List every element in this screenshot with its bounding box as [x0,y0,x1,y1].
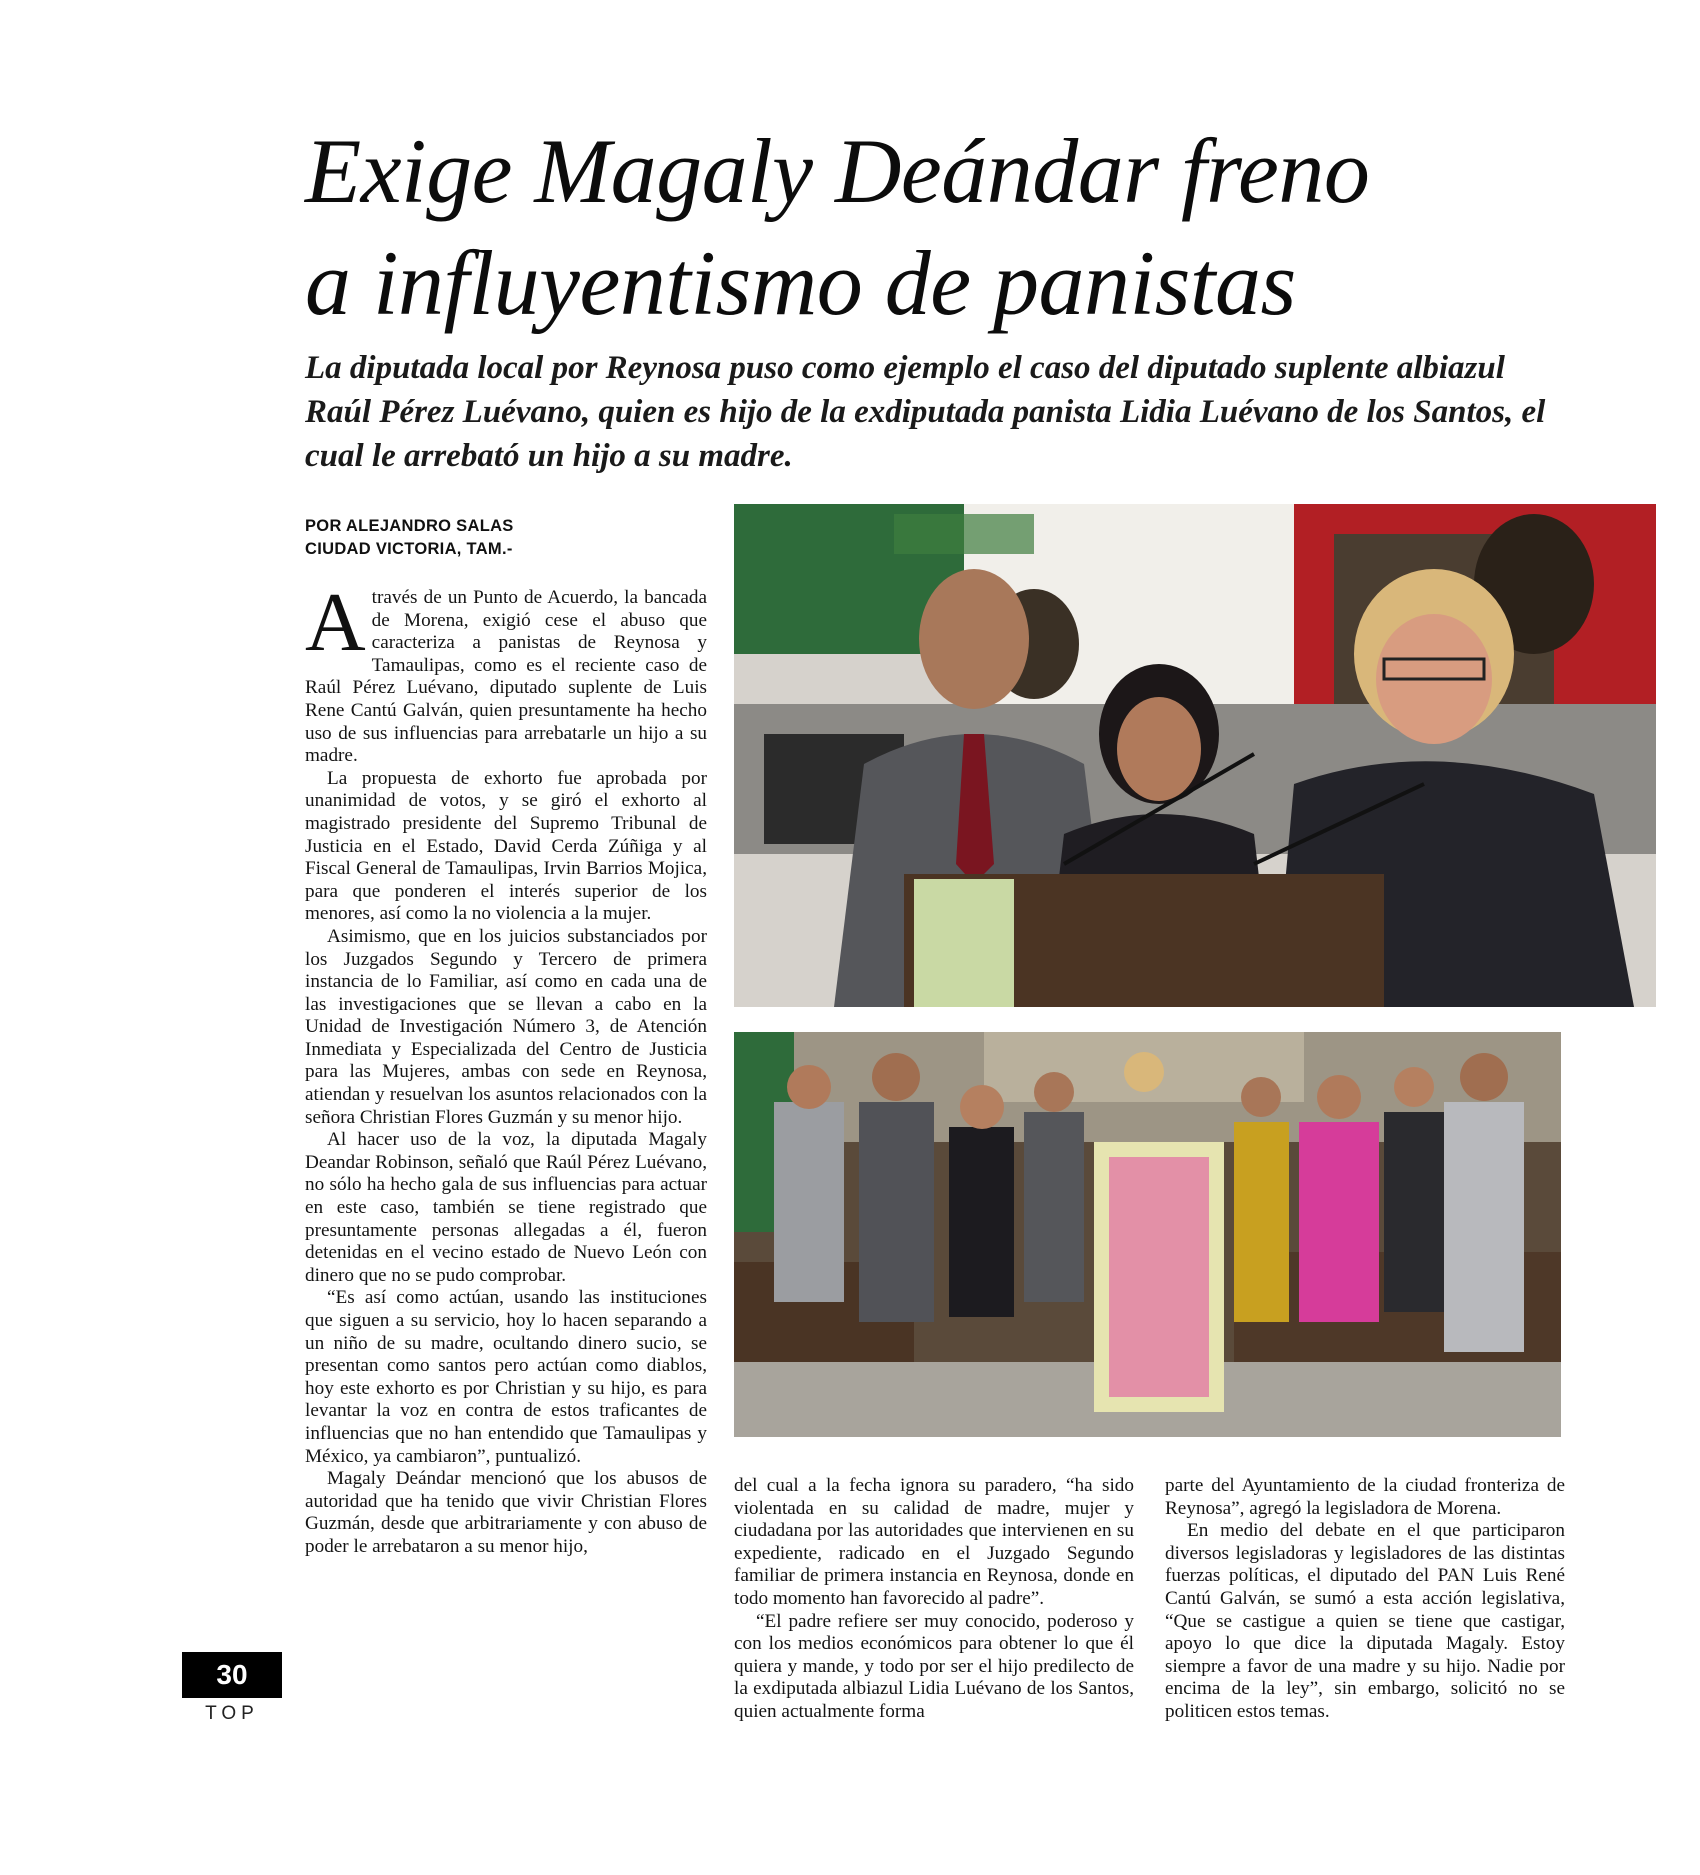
article-paragraph: “El padre refiere ser muy conocido, poderoso y con los medios económicos para obtener lo que él quiera y mande, y todo por ser el hijo predilecto de la exdiputada albiazul Lidia Luévano de los Santos, quien actualmente forma [734,1610,1134,1722]
article-column-2 [734,1475,1134,1760]
photo-legislators-group [734,1032,1561,1437]
photo-legislators-at-podium [734,504,1656,1007]
byline-place: CIUDAD VICTORIA, TAM.- [305,540,513,558]
article-column-3 [1165,1475,1565,1760]
article-paragraph: del cual a la fecha ignora su paradero, “ha sido violentada en su calidad de madre, mujer y ciudadana por las autoridades que intervienen en su expediente, radicado en el Juzgado Segundo familiar de primera instancia en Reynosa, donde en todo momento han favorecido al padre”. [734,1475,1134,1609]
drop-cap: A [305,587,366,669]
article-paragraph: parte del Ayuntamiento de la ciudad fronteriza de Reynosa”, agregó la legisladora de Morena. [1165,1475,1565,1519]
article-paragraph: Asimismo, que en los juicios substanciados por los Juzgados Segundo y Tercero de primera instancia de lo Familiar, así como en cada una de las investigaciones que se llevan a cabo en la Unidad de Investigación Número 3, de Atención Inmediata y Especializada del Centro de Justicia para las Mujeres, ambas con sede en Reynosa, atiendan y resuelvan los asuntos relacionados con la señora Christian Flores Guzmán y su menor hijo. [305,925,707,1128]
byline [305,515,605,561]
article-paragraph: Al hacer uso de la voz, la diputada Magaly Deandar Robinson, señaló que Raúl Pérez Luévano, no sólo ha hecho gala de sus influencias para actuar en este caso, también se tiene registrado que presuntamente personas allegadas a él, fueron detenidas en el vecino estado de Nuevo León con dinero que no se pudo comprobar. [305,1129,707,1286]
headline-line-2: a influyentismo de panistas [305,232,1296,334]
page-number: 30 [182,1652,282,1698]
article-column-1 [305,587,707,1757]
headline-line-1: Exige Magaly Deándar freno [305,120,1370,222]
article-paragraph: La propuesta de exhorto fue aprobada por unanimidad de votos, y se giró el exhorto al magistrado presidente del Supremo Tribunal de Justicia en el Estado, David Cerda Zúñiga y al Fiscal General de Tamaulipas, Irvin Barrios Mojica, para que ponderen el interés superior de los menores, así como la no violencia a la mujer. [305,767,707,925]
article-paragraph: En medio del debate en el que participaron diversos legisladoras y legisladores de las distintas fuerzas políticas, el diputado del PAN Luis René Cantú Galván, se sumó a esta acción legislativa, “Que se castigue a quien se tiene que castigar, apoyo lo que dice la diputada Magaly. Estoy siempre a favor de una madre y su hijo. Nadie por encima de la ley”, sin embargo, solicitó no se politicen estos temas. [1165,1520,1565,1722]
section-label: TOP [205,1703,259,1724]
headline [305,115,1605,339]
subheadline: La diputada local por Reynosa puso como ejemplo el caso del diputado suplente albiazul Raúl Pérez Luévano, quien es hijo de la exdiputada panista Lidia Luévano de los Santos, el cual le arrebató un hijo a su madre. [305,350,1546,474]
byline-author: POR ALEJANDRO SALAS [305,517,514,535]
article-paragraph: Magaly Deándar mencionó que los abusos de autoridad que ha tenido que vivir Christian Flores Guzmán, desde que arbitrariamente y con abuso de poder le arrebataron a su menor hijo, [305,1468,707,1557]
article-paragraph [305,587,707,768]
article-paragraph-text: través de un Punto de Acuerdo, la bancada de Morena, exigió cese el abuso que caracteriza a panistas de Reynosa y Tamaulipas, como es el reciente caso de Raúl Pérez Luévano, diputado suplente de Luis Rene Cantú Galván, quien presuntamente ha hecho uso de sus influencias para arrebatarle un hijo a su madre. [305,587,707,767]
article-paragraph: “Es así como actúan, usando las instituciones que siguen a su servicio, hoy lo hacen separando a un niño de su madre, ocultando dinero sucio, se presentan como santos pero actúan como diablos, hoy este exhorto es por Christian y su hijo, es para levantar la voz en contra de estos traficantes de influencias que no han entendido que Tamaulipas y México, ya cambiaron”, puntualizó. [305,1287,707,1467]
